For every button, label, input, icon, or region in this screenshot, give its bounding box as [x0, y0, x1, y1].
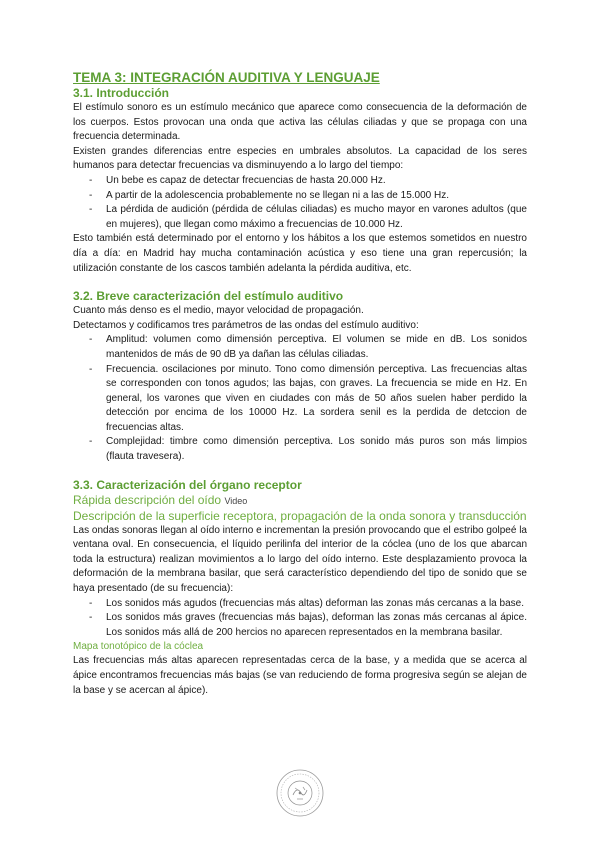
section-1-list: [73, 174, 527, 232]
list-item: [89, 611, 527, 640]
section-3-heading: 3.3. Caracterización del órgano receptor: [73, 477, 302, 492]
section-2-paragraph: Detectamos y codificamos tres parámetros de las ondas del estímulo auditivo:: [73, 319, 419, 331]
list-item: [89, 333, 527, 362]
section-2-paragraph: Cuanto más denso es el medio, mayor velocidad de propagación.: [73, 305, 364, 317]
dash-bullet: -: [89, 597, 93, 609]
section-1-paragraph: Esto también está determinado por el entorno y los hábitos a los que estemos sometidos en nuestro día a día: en Madrid hay mucha contaminación acústica y eso tiene una gran repercusión; la utilización constante de los cascos también adelanta la pérdida auditiva, etc.: [73, 233, 527, 274]
list-item-text: La pérdida de audición (pérdida de células ciliadas) es mucho mayor en varones adultos (que en mujeres), que llegan como máximo a frecuencias de 10.000 Hz.: [106, 204, 527, 230]
section-2-heading: 3.2. Breve caracterización del estímulo auditivo: [73, 289, 344, 304]
list-item: [89, 435, 527, 464]
video-tag: Video: [224, 495, 248, 506]
subheading-receptor-surface: Descripción de la superficie receptora, propagación de la onda sonora y transducción: [73, 508, 527, 523]
list-item: [89, 597, 527, 612]
dash-bullet: -: [89, 612, 93, 624]
list-item-text: Amplitud: volumen como dimensión perceptiva. El volumen se mide en dB. Los sonidos mantenidos de más de 90 dB ya dañan las células ciliadas.: [106, 334, 527, 360]
subheading-text: Rápida descripción del oído: [73, 492, 222, 507]
list-item: [89, 203, 527, 232]
dash-bullet: -: [89, 174, 93, 186]
list-item-text: Un bebe es capaz de detectar frecuencias de hasta 20.000 Hz.: [106, 174, 386, 186]
list-item-text: Complejidad: timbre como dimensión perceptiva. Los sonido más puros son más limpios (flauta travesera).: [106, 436, 527, 463]
list-item: [89, 363, 527, 436]
section-3-paragraph: Las ondas sonoras llegan al oído interno e incrementan la presión provocando que el estribo golpeé la ventana oval. En consecuencia, el líquido perilinfa del interior de la cóclea (uno de los que abarcan toda la estructura) realizan movimientos a lo largo del oído interno. Este desplazamiento provoca la deformación de la membrana basilar, que será característico dependiendo del tipo de sonido que se haya presentado (de su frecuencia):: [73, 524, 527, 595]
list-item-text: Los sonidos más graves (frecuencias más bajas), deforman las zonas más cercanas al ápice. Los sonidos más allá de 200 hercios no aparecen representados en la membrana basilar.: [106, 612, 527, 638]
list-item: [89, 189, 527, 204]
dash-bullet: -: [89, 363, 93, 375]
list-item: [89, 174, 527, 189]
dash-bullet: -: [89, 189, 93, 201]
dash-bullet: -: [89, 436, 93, 448]
section-1-paragraph: Existen grandes diferencias entre especies en umbrales absolutos. La capacidad de los seres humanos para detectar frecuencias va disminuyendo a lo largo del tiempo:: [73, 145, 527, 172]
document-page: [73, 70, 527, 698]
seal-stamp-icon: [275, 768, 325, 818]
dash-bullet: -: [89, 334, 93, 346]
list-item-text: Los sonidos más agudos (frecuencias más altas) deforman las zonas más cercanas a la base.: [106, 597, 524, 609]
section-3-list: [73, 597, 527, 641]
list-item-text: A partir de la adolescencia probablemente no se llegan ni a las de 15.000 Hz.: [106, 189, 450, 201]
subheading-tonotopic-map: Mapa tonotópico de la cóclea: [73, 641, 204, 653]
dash-bullet: -: [89, 204, 93, 216]
section-1-heading: 3.1. Introducción: [73, 86, 170, 100]
list-item-text: Frecuencia. oscilaciones por minuto. Tono como dimensión perceptiva. Las frecuencias altas se corresponden con tonos agudos; las bajas, con graves. La frecuencia se mide en Hz. En general, los varones que viven en ciudades con más de 50 años suelen haber perdido la detección por encima de los 10000 Hz. La sordera senil es la perdida de detccion de frecuencias altas.: [106, 363, 527, 433]
document-title: TEMA 3: INTEGRACIÓN AUDITIVA Y LENGUAJE: [73, 70, 380, 85]
subheading-ear-description: [73, 493, 527, 509]
section-3-paragraph: Las frecuencias más altas aparecen representadas cerca de la base, y a medida que se acerca al ápice encontramos frecuencias más bajas (se van reduciendo de forma progresiva según se alejan de la base y se acercan al ápice).: [73, 655, 527, 696]
section-1-paragraph: El estímulo sonoro es un estímulo mecánico que aparece como consecuencia de la deformación de los cuerpos. Estos provocan una onda que activa las células ciliadas y que se propaga con una frecuencia determinada.: [73, 102, 527, 143]
section-2-list: [73, 333, 527, 464]
